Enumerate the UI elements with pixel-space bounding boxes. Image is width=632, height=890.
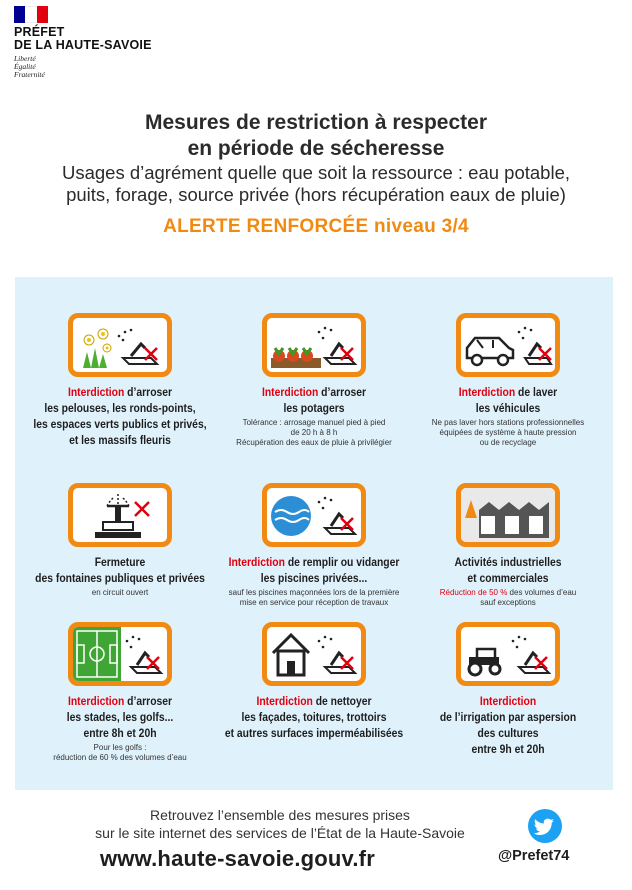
measure-pools-rest: de remplir ou vidanger	[284, 557, 400, 569]
measure-stadiums-rest: d’arroser	[124, 696, 173, 708]
stadium-icon	[68, 622, 172, 686]
measure-lawns-line3: et les massifs fleuris	[69, 435, 171, 447]
measure-fountains-line1: des fontaines publiques et privées	[35, 573, 205, 585]
footer-line2: sur le site internet des services de l’État de la Haute-Savoie	[95, 825, 465, 841]
french-flag-icon	[14, 6, 48, 23]
measure-vehicles-rest: de laver	[515, 387, 558, 399]
house-cleaning-icon	[262, 622, 366, 686]
measure-stadiums-note1: Pour les golfs :	[93, 743, 147, 752]
measure-industry-line1: et commerciales	[467, 573, 549, 585]
measure-vegetables	[209, 313, 419, 448]
measure-industry-note2: sauf exceptions	[480, 598, 536, 607]
measure-facades-line1: les façades, toitures, trottoirs	[241, 712, 387, 724]
motto-fraternite: Fraternité	[14, 70, 45, 79]
twitter-icon[interactable]	[528, 809, 562, 843]
titles	[0, 110, 632, 238]
measure-stadiums	[15, 622, 225, 763]
factory-icon	[456, 483, 560, 547]
prefet-line1: PRÉFET	[14, 25, 65, 39]
measure-stadiums-red: Interdiction	[67, 696, 125, 708]
motto-egalite: Égalité	[14, 62, 36, 71]
measure-fountains-title: Fermeture	[94, 557, 146, 569]
measure-vehicles-note2: équipées de système à haute pression	[439, 428, 577, 437]
measure-industry-note-red: Réduction de 50 %	[439, 588, 508, 597]
alert-level: ALERTE RENFORCÉE niveau 3/4	[163, 216, 469, 237]
measure-vehicles-line1: les véhicules	[475, 403, 541, 415]
measure-facades-red: Interdiction	[256, 696, 313, 708]
measure-lawns	[15, 313, 225, 449]
measure-facades-rest: de nettoyer	[312, 696, 372, 708]
main-title-line2: en période de sécheresse	[187, 137, 445, 160]
measure-vehicles-note1: Ne pas laver hors stations professionnelles	[431, 418, 585, 427]
prefet-line2: DE LA HAUTE-SAVOIE	[14, 38, 152, 52]
measure-fountains-note1: en circuit ouvert	[91, 588, 149, 597]
motto-liberte: Liberté	[14, 54, 36, 63]
tractor-irrigation-icon	[456, 622, 560, 686]
measure-vegetables-note1: Tolérance : arrosage manuel pied à pied	[242, 418, 386, 427]
measure-fountains	[15, 483, 225, 598]
measure-vegetables-red: Interdiction	[261, 387, 319, 399]
measure-vehicles	[403, 313, 613, 448]
measure-industry-title: Activités industrielles	[454, 557, 562, 569]
measure-irrigation-line2: des cultures	[477, 728, 539, 740]
footer-line1: Retrouvez l’ensemble des mesures prises	[150, 807, 410, 823]
measure-irrigation-line1: de l’irrigation par aspersion	[439, 712, 577, 724]
measure-pools-note2: mise en service pour réception de travaux	[239, 598, 389, 607]
subtitle-line2: puits, forage, source privée (hors récupération eaux de pluie)	[66, 184, 566, 205]
measure-facades-line2: et autres surfaces imperméabilisées	[224, 728, 404, 740]
measure-lawns-red: Interdiction	[67, 387, 125, 399]
main-title-line1: Mesures de restriction à respecter	[145, 111, 487, 134]
subtitle-line1: Usages d’agrément quelle que soit la ressource : eau potable,	[61, 162, 571, 183]
measures-panel	[15, 277, 613, 790]
measure-pools-line1: les piscines privées...	[260, 573, 368, 585]
measure-stadiums-note2: réduction de 60 % des volumes d’eau	[53, 753, 187, 762]
twitter-handle[interactable]: @Prefet74	[498, 848, 570, 864]
measure-pools	[209, 483, 419, 608]
measure-stadiums-line2: entre 8h et 20h	[83, 728, 157, 740]
measure-stadiums-line1: les stades, les golfs...	[66, 712, 174, 724]
prefecture-logo	[14, 6, 152, 79]
measure-irrigation	[403, 622, 613, 758]
measure-facades	[209, 622, 419, 742]
measure-lawns-rest: d’arroser	[124, 387, 173, 399]
measure-pools-red: Interdiction	[228, 557, 285, 569]
measure-lawns-line2: les espaces verts publics et privés,	[33, 419, 207, 431]
car-wash-icon	[456, 313, 560, 377]
pool-icon	[262, 483, 366, 547]
fountain-icon	[68, 483, 172, 547]
measure-vegetables-line1: les potagers	[283, 403, 345, 415]
measure-vehicles-red: Interdiction	[458, 387, 516, 399]
measure-irrigation-line3: entre 9h et 20h	[471, 744, 545, 756]
measure-vegetables-rest: d’arroser	[318, 387, 367, 399]
measure-lawns-line1: les pelouses, les ronds-points,	[44, 403, 196, 415]
measure-vegetables-note2: de 20 h à 8 h	[290, 428, 338, 437]
measure-pools-note1: sauf les piscines maçonnées lors de la première	[228, 588, 400, 597]
vegetables-sprinkler-icon	[262, 313, 366, 377]
measure-industry-note-rest: des volumes d’eau	[507, 588, 577, 597]
measure-vegetables-note3: Récupération des eaux de pluie à privilégier	[236, 438, 392, 447]
flowers-sprinkler-icon	[68, 313, 172, 377]
measure-industry	[403, 483, 613, 608]
measure-vehicles-note3: ou de recyclage	[479, 438, 537, 447]
website-link[interactable]: www.haute-savoie.gouv.fr	[100, 846, 375, 871]
measure-irrigation-red: Interdiction	[479, 696, 537, 708]
